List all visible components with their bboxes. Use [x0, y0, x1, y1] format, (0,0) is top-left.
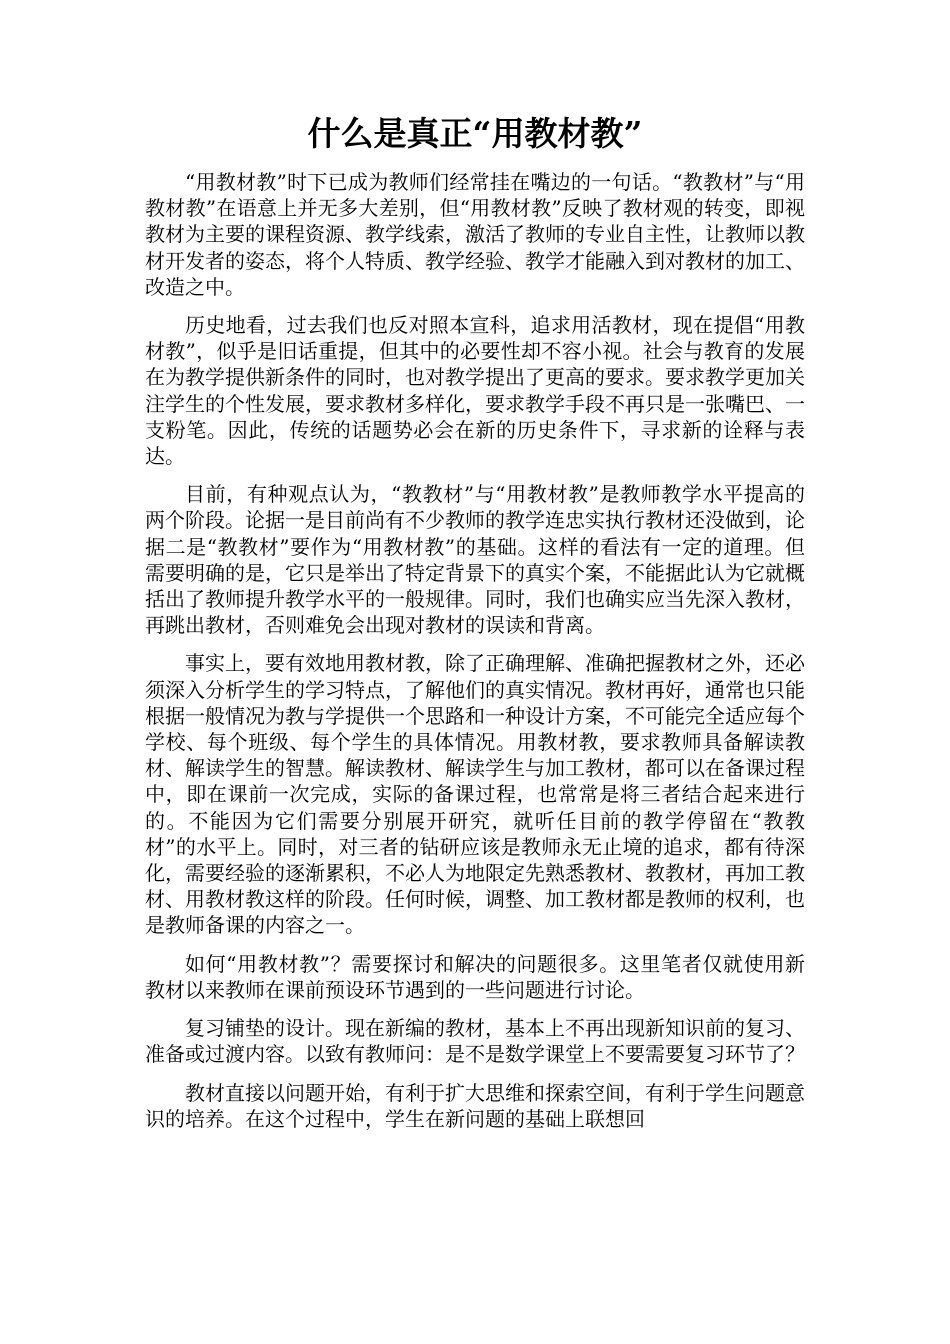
- paragraph-7: 教材直接以问题开始，有利于扩大思维和探索空间，有利于学生问题意识的培养。在这个过程中，学生在新问题的基础上联想回: [145, 1080, 805, 1131]
- paragraph-2: 历史地看，过去我们也反对照本宣科，追求用活教材，现在提倡“用教材教”，似乎是旧话重提，但其中的必要性却不容小视。社会与教育的发展在为教学提供新条件的同时，也对教学提出了更高的要求。要求教学更加关注学生的个性发展，要求教材多样化，要求教学手段不再只是一张嘴巴、一支粉笔。因此，传统的话题势必会在新的历史条件下，寻求新的诠释与表达。: [145, 313, 805, 469]
- paragraph-4: 事实上，要有效地用教材教，除了正确理解、准确把握教材之外，还必须深入分析学生的学习特点，了解他们的真实情况。教材再好，通常也只能根据一般情况为教与学提供一个思路和一种设计方案，不可能完全适应每个学校、每个班级、每个学生的具体情况。用教材教，要求教师具备解读教材、解读学生的智慧。解读教材、解读学生与加工教材，都可以在备课过程中，即在课前一次完成，实际的备课过程，也常常是将三者结合起来进行的。不能因为它们需要分别展开研究，就听任目前的教学停留在“教教材”的水平上。同时，对三者的钻研应该是教师永无止境的追求，都有待深化，需要经验的逐渐累积，不必人为地限定先熟悉教材、教教材，再加工教材、用教材教这样的阶段。任何时候，调整、加工教材都是教师的权利，也是教师备课的内容之一。: [145, 651, 805, 938]
- paragraph-5: 如何“用教材教”？需要探讨和解决的问题很多。这里笔者仅就使用新教材以来教师在课前预设环节遇到的一些问题进行讨论。: [145, 951, 805, 1002]
- paragraph-1: “用教材教”时下已成为教师们经常挂在嘴边的一句话。“教教材”与“用教材教”在语意上并无多大差别，但“用教材教”反映了教材观的转变，即视教材为主要的课程资源、教学线索，激活了教师的专业自主性，让教师以教材开发者的姿态，将个人特质、教学经验、教学才能融入到对教材的加工、改造之中。: [145, 170, 805, 299]
- document-title: 什么是真正“用教材教”: [307, 114, 643, 153]
- article-body: [145, 169, 805, 1144]
- paragraph-6: 复习铺垫的设计。现在新编的教材，基本上不再出现新知识前的复习、准备或过渡内容。以致有教师问：是不是数学课堂上不要需要复习环节了？: [145, 1016, 805, 1067]
- paragraph-3: 目前，有种观点认为，“教教材”与“用教材教”是教师教学水平提高的两个阶段。论据一是目前尚有不少教师的教学连忠实执行教材还没做到，论据二是“教教材”要作为“用教材教”的基础。这样的看法有一定的道理。但需要明确的是，它只是举出了特定背景下的真实个案，不能据此认为它就概括出了教师提升教学水平的一般规律。同时，我们也确实应当先深入教材，再跳出教材，否则难免会出现对教材的误读和背离。: [145, 482, 805, 638]
